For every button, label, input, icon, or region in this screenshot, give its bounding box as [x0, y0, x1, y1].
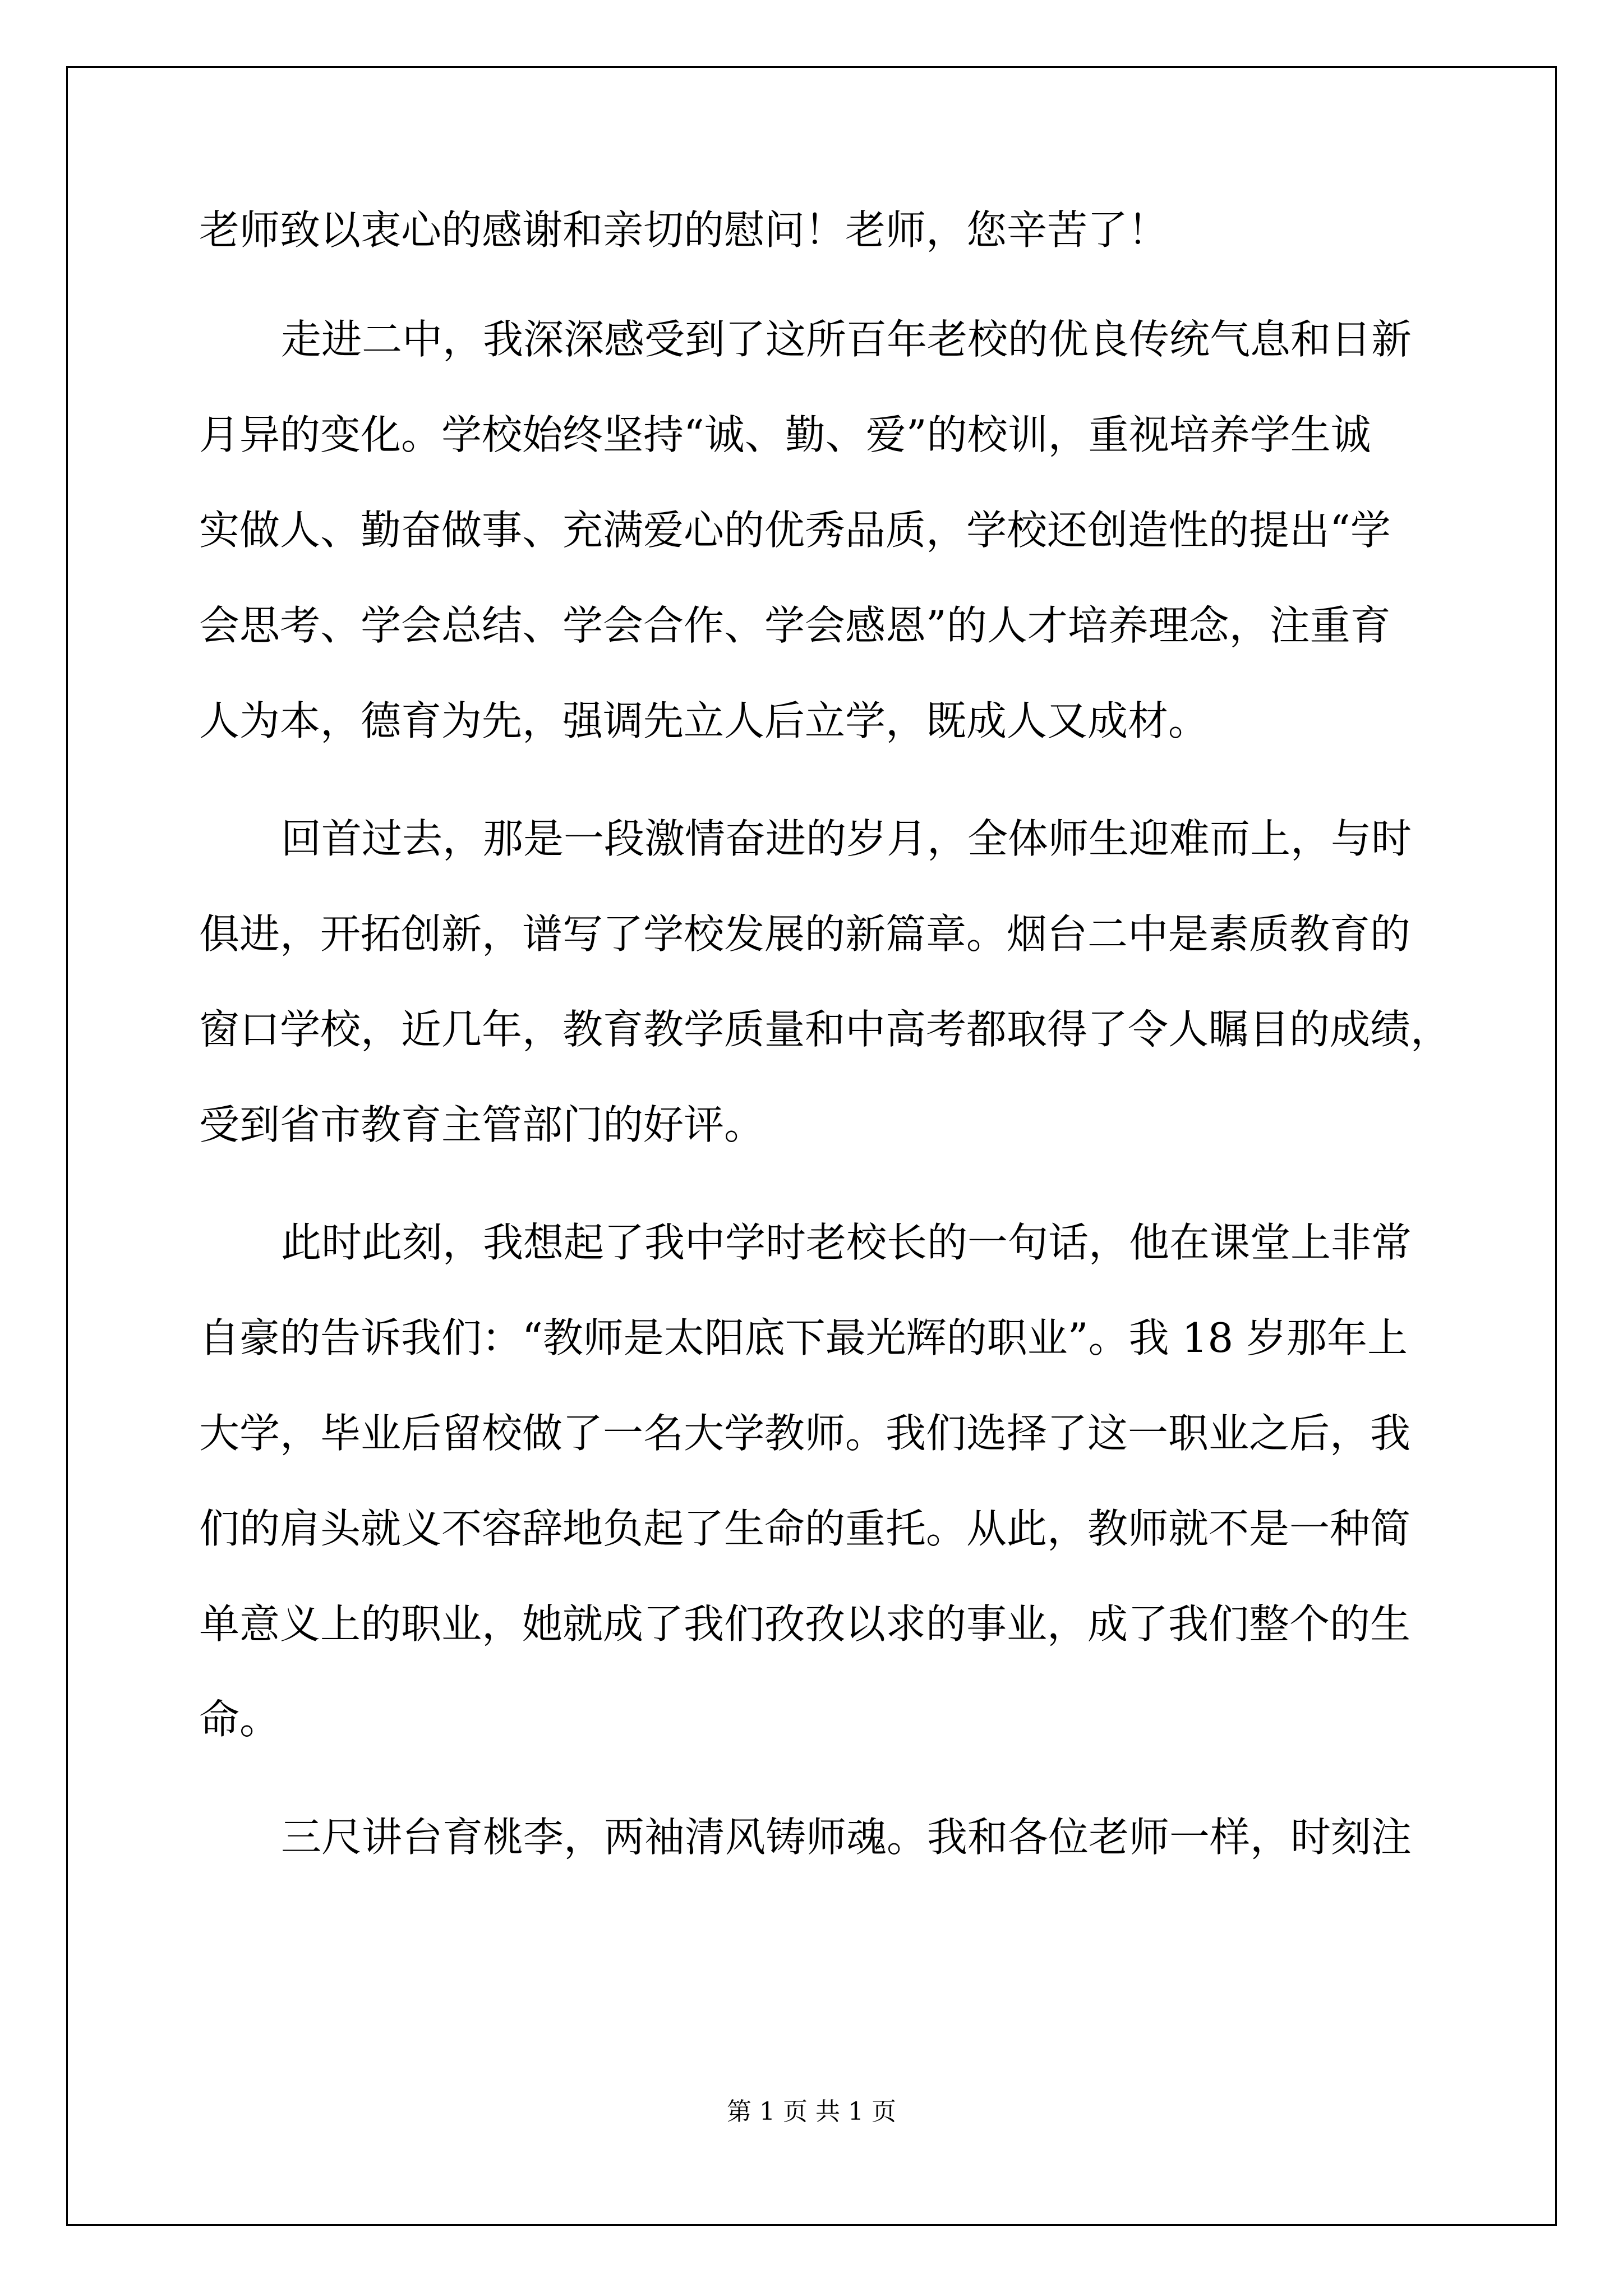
paragraph-line: 自豪的告诉我们：“教师是太阳底下最光辉的职业”。我 18 岁那年上 [199, 1314, 1408, 1361]
paragraph-line: 老师致以衷心的感谢和亲切的慰问！老师，您辛苦了！ [199, 206, 1169, 254]
paragraph-line: 实做人、勤奋做事、充满爱心的优秀品质，学校还创造性的提出“学 [199, 507, 1391, 554]
paragraph-line: 回首过去，那是一段激情奋进的岁月，全体师生迎难而上，与时 [281, 815, 1412, 862]
paragraph-line: 会思考、学会总结、学会合作、学会感恩”的人才培养理念，注重育 [199, 602, 1391, 649]
paragraph-line: 单意义上的职业，她就成了我们孜孜以求的事业，成了我们整个的生 [199, 1600, 1411, 1648]
paragraph-line: 月异的变化。学校始终坚持“诚、勤、爱”的校训，重视培养学生诚 [199, 411, 1371, 458]
paragraph-line: 走进二中，我深深感受到了这所百年老校的优良传统气息和日新 [281, 316, 1412, 363]
paragraph-line: 命。 [199, 1696, 280, 1743]
paragraph-line: 受到省市教育主管部门的好评。 [199, 1101, 765, 1148]
paragraph-line: 俱进，开拓创新，谱写了学校发展的新篇章。烟台二中是素质教育的 [199, 910, 1411, 958]
paragraph-line: 人为本，德育为先，强调先立人后立学，既成人又成材。 [199, 697, 1209, 744]
paragraph-line: 此时此刻，我想起了我中学时老校长的一句话，他在课堂上非常 [281, 1219, 1412, 1266]
page-number-footer: 第 1 页 共 1 页 [727, 2097, 896, 2126]
paragraph-line: 们的肩头就义不容辞地负起了生命的重托。从此，教师就不是一种简 [199, 1505, 1411, 1552]
paragraph-line: 窗口学校，近几年，教育教学质量和中高考都取得了令人瞩目的成绩， [199, 1006, 1451, 1053]
paragraph-line: 大学，毕业后留校做了一名大学教师。我们选择了这一职业之后，我 [199, 1410, 1411, 1457]
paragraph-line: 三尺讲台育桃李，两袖清风铸师魂。我和各位老师一样，时刻注 [281, 1814, 1412, 1861]
